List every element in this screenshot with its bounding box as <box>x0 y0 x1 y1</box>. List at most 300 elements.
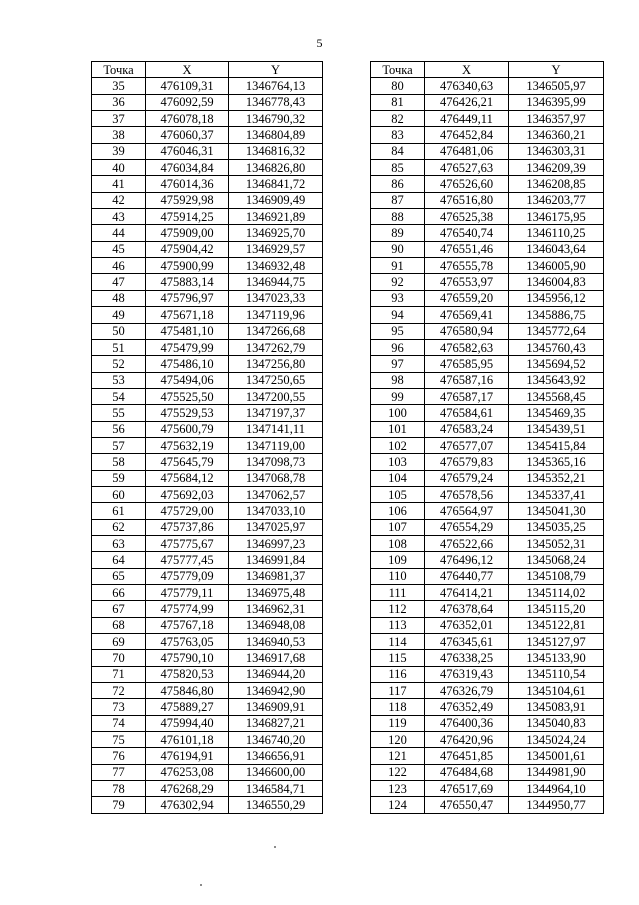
cell-x: 476078,18 <box>146 111 229 127</box>
cell-y: 1346005,90 <box>509 258 604 274</box>
cell-x: 476564,97 <box>425 503 509 519</box>
cell-y: 1347119,96 <box>229 307 323 323</box>
cell-point: 70 <box>92 650 146 666</box>
table-row <box>92 405 323 421</box>
cell-y: 1346110,25 <box>509 225 604 241</box>
table-row <box>371 748 604 764</box>
table-row <box>92 732 323 748</box>
cell-point: 50 <box>92 323 146 339</box>
cell-y: 1345040,83 <box>509 715 604 731</box>
table-row <box>92 552 323 568</box>
table-row <box>92 715 323 731</box>
cell-y: 1347266,68 <box>229 323 323 339</box>
table-row <box>371 486 604 502</box>
cell-y: 1345760,43 <box>509 339 604 355</box>
table-row <box>92 797 323 813</box>
cell-point: 114 <box>371 634 425 650</box>
cell-x: 476060,37 <box>146 127 229 143</box>
cell-x: 476253,08 <box>146 764 229 780</box>
cell-y: 1345469,35 <box>509 405 604 421</box>
cell-point: 83 <box>371 127 425 143</box>
cell-x: 475600,79 <box>146 421 229 437</box>
cell-point: 48 <box>92 290 146 306</box>
cell-point: 79 <box>92 797 146 813</box>
scan-speck <box>200 884 202 886</box>
cell-y: 1345133,90 <box>509 650 604 666</box>
cell-x: 476420,96 <box>425 732 509 748</box>
cell-x: 475692,03 <box>146 486 229 502</box>
cell-point: 91 <box>371 258 425 274</box>
cell-x: 476587,17 <box>425 388 509 404</box>
table-row <box>92 617 323 633</box>
cell-x: 475796,97 <box>146 290 229 306</box>
table-row <box>92 454 323 470</box>
cell-x: 476555,78 <box>425 258 509 274</box>
cell-x: 476352,49 <box>425 699 509 715</box>
cell-x: 475883,14 <box>146 274 229 290</box>
cell-point: 102 <box>371 437 425 453</box>
cell-point: 72 <box>92 683 146 699</box>
table-row <box>371 388 604 404</box>
cell-point: 97 <box>371 356 425 372</box>
cell-x: 475820,53 <box>146 666 229 682</box>
cell-y: 1346600,00 <box>229 764 323 780</box>
cell-point: 121 <box>371 748 425 764</box>
cell-point: 58 <box>92 454 146 470</box>
cell-x: 475737,86 <box>146 519 229 535</box>
cell-y: 1345024,24 <box>509 732 604 748</box>
cell-y: 1345127,97 <box>509 634 604 650</box>
table-row <box>92 372 323 388</box>
table-row <box>371 732 604 748</box>
cell-y: 1346790,32 <box>229 111 323 127</box>
cell-point: 98 <box>371 372 425 388</box>
table-row <box>92 192 323 208</box>
table-row <box>92 241 323 257</box>
cell-y: 1346004,83 <box>509 274 604 290</box>
cell-x: 476451,85 <box>425 748 509 764</box>
cell-x: 476352,01 <box>425 617 509 633</box>
cell-point: 40 <box>92 160 146 176</box>
cell-point: 47 <box>92 274 146 290</box>
cell-point: 52 <box>92 356 146 372</box>
cell-y: 1345352,21 <box>509 470 604 486</box>
cell-x: 476551,46 <box>425 241 509 257</box>
table-row <box>371 699 604 715</box>
cell-y: 1346740,20 <box>229 732 323 748</box>
cell-y: 1346997,23 <box>229 535 323 551</box>
cell-x: 476340,63 <box>425 78 509 94</box>
cell-point: 118 <box>371 699 425 715</box>
table-row <box>371 781 604 797</box>
table-row <box>371 143 604 159</box>
cell-point: 95 <box>371 323 425 339</box>
cell-y: 1346929,57 <box>229 241 323 257</box>
cell-y: 1346975,48 <box>229 585 323 601</box>
table-row <box>92 764 323 780</box>
cell-x: 475904,42 <box>146 241 229 257</box>
cell-y: 1346841,72 <box>229 176 323 192</box>
table-row <box>371 405 604 421</box>
table-row <box>92 421 323 437</box>
cell-point: 101 <box>371 421 425 437</box>
table-row <box>371 764 604 780</box>
table-row <box>371 519 604 535</box>
cell-x: 476587,16 <box>425 372 509 388</box>
cell-point: 66 <box>92 585 146 601</box>
cell-x: 476578,56 <box>425 486 509 502</box>
cell-x: 476302,94 <box>146 797 229 813</box>
cell-x: 476046,31 <box>146 143 229 159</box>
cell-x: 476484,68 <box>425 764 509 780</box>
table-row <box>92 307 323 323</box>
cell-x: 476481,06 <box>425 143 509 159</box>
table-row <box>92 666 323 682</box>
cell-point: 110 <box>371 568 425 584</box>
cell-point: 76 <box>92 748 146 764</box>
cell-point: 100 <box>371 405 425 421</box>
cell-y: 1345068,24 <box>509 552 604 568</box>
cell-x: 475777,45 <box>146 552 229 568</box>
cell-point: 77 <box>92 764 146 780</box>
cell-y: 1347250,65 <box>229 372 323 388</box>
cell-x: 476326,79 <box>425 683 509 699</box>
cell-y: 1345439,51 <box>509 421 604 437</box>
table-row <box>371 683 604 699</box>
cell-x: 476553,97 <box>425 274 509 290</box>
cell-x: 476014,36 <box>146 176 229 192</box>
table-row <box>92 290 323 306</box>
cell-point: 71 <box>92 666 146 682</box>
cell-point: 107 <box>371 519 425 535</box>
cell-y: 1346043,64 <box>509 241 604 257</box>
table-row <box>371 470 604 486</box>
cell-y: 1347062,57 <box>229 486 323 502</box>
header-x: X <box>146 62 229 78</box>
cell-point: 56 <box>92 421 146 437</box>
cell-point: 105 <box>371 486 425 502</box>
cell-y: 1347068,78 <box>229 470 323 486</box>
header-point: Точка <box>371 62 425 78</box>
cell-x: 475763,05 <box>146 634 229 650</box>
cell-y: 1346932,48 <box>229 258 323 274</box>
cell-point: 37 <box>92 111 146 127</box>
cell-x: 475900,99 <box>146 258 229 274</box>
cell-point: 42 <box>92 192 146 208</box>
cell-point: 69 <box>92 634 146 650</box>
cell-y: 1346816,32 <box>229 143 323 159</box>
cell-y: 1347262,79 <box>229 339 323 355</box>
cell-y: 1346826,80 <box>229 160 323 176</box>
table-row <box>92 258 323 274</box>
cell-y: 1344981,90 <box>509 764 604 780</box>
table-row <box>92 176 323 192</box>
cell-y: 1345337,41 <box>509 486 604 502</box>
cell-point: 81 <box>371 94 425 110</box>
table-row <box>92 127 323 143</box>
cell-y: 1345694,52 <box>509 356 604 372</box>
cell-x: 476585,95 <box>425 356 509 372</box>
cell-point: 59 <box>92 470 146 486</box>
cell-point: 51 <box>92 339 146 355</box>
cell-y: 1346175,95 <box>509 209 604 225</box>
table-row <box>92 519 323 535</box>
cell-x: 476584,61 <box>425 405 509 421</box>
cell-x: 476440,77 <box>425 568 509 584</box>
cell-y: 1346505,97 <box>509 78 604 94</box>
cell-x: 475909,00 <box>146 225 229 241</box>
cell-x: 476338,25 <box>425 650 509 666</box>
cell-y: 1346550,29 <box>229 797 323 813</box>
cell-point: 108 <box>371 535 425 551</box>
table-row <box>371 437 604 453</box>
cell-y: 1346962,31 <box>229 601 323 617</box>
cell-y: 1346395,99 <box>509 94 604 110</box>
table-row <box>92 585 323 601</box>
cell-x: 475632,19 <box>146 437 229 453</box>
cell-point: 89 <box>371 225 425 241</box>
scan-speck <box>274 846 276 848</box>
cell-x: 475486,10 <box>146 356 229 372</box>
cell-x: 476194,91 <box>146 748 229 764</box>
cell-x: 476378,64 <box>425 601 509 617</box>
cell-x: 476109,31 <box>146 78 229 94</box>
cell-point: 106 <box>371 503 425 519</box>
table-row <box>92 339 323 355</box>
table-row <box>371 356 604 372</box>
table-row <box>92 781 323 797</box>
cell-x: 475774,99 <box>146 601 229 617</box>
table-row <box>92 143 323 159</box>
cell-point: 80 <box>371 78 425 94</box>
cell-y: 1345001,61 <box>509 748 604 764</box>
table-row <box>371 290 604 306</box>
table-row <box>92 323 323 339</box>
cell-x: 476559,20 <box>425 290 509 306</box>
cell-point: 94 <box>371 307 425 323</box>
cell-y: 1346942,90 <box>229 683 323 699</box>
cell-y: 1346944,20 <box>229 666 323 682</box>
cell-point: 57 <box>92 437 146 453</box>
table-row <box>92 568 323 584</box>
cell-point: 96 <box>371 339 425 355</box>
cell-x: 475479,99 <box>146 339 229 355</box>
table-row <box>371 339 604 355</box>
table-row <box>371 535 604 551</box>
cell-x: 476540,74 <box>425 225 509 241</box>
cell-y: 1345110,54 <box>509 666 604 682</box>
cell-point: 87 <box>371 192 425 208</box>
cell-y: 1346360,21 <box>509 127 604 143</box>
cell-y: 1347200,55 <box>229 388 323 404</box>
cell-point: 65 <box>92 568 146 584</box>
cell-point: 119 <box>371 715 425 731</box>
cell-y: 1346778,43 <box>229 94 323 110</box>
table-row <box>92 225 323 241</box>
cell-x: 476579,83 <box>425 454 509 470</box>
cell-y: 1345568,45 <box>509 388 604 404</box>
table-row <box>92 356 323 372</box>
table-row <box>92 748 323 764</box>
cell-y: 1345108,79 <box>509 568 604 584</box>
cell-point: 88 <box>371 209 425 225</box>
table-row <box>92 78 323 94</box>
table-row <box>371 715 604 731</box>
cell-point: 85 <box>371 160 425 176</box>
cell-point: 62 <box>92 519 146 535</box>
cell-point: 111 <box>371 585 425 601</box>
cell-y: 1346917,68 <box>229 650 323 666</box>
cell-y: 1345115,20 <box>509 601 604 617</box>
cell-point: 122 <box>371 764 425 780</box>
cell-x: 476550,47 <box>425 797 509 813</box>
table-row <box>92 209 323 225</box>
cell-x: 475775,67 <box>146 535 229 551</box>
table-row <box>371 797 604 813</box>
table-row <box>371 650 604 666</box>
cell-y: 1347197,37 <box>229 405 323 421</box>
cell-point: 113 <box>371 617 425 633</box>
cell-x: 476034,84 <box>146 160 229 176</box>
cell-x: 476452,84 <box>425 127 509 143</box>
header-x: X <box>425 62 509 78</box>
header-y: Y <box>229 62 323 78</box>
cell-y: 1347256,80 <box>229 356 323 372</box>
table-row <box>371 160 604 176</box>
cell-y: 1347023,33 <box>229 290 323 306</box>
cell-point: 90 <box>371 241 425 257</box>
table-row <box>371 258 604 274</box>
page-number: 5 <box>316 36 323 50</box>
table-row <box>371 94 604 110</box>
cell-point: 53 <box>92 372 146 388</box>
cell-x: 475481,10 <box>146 323 229 339</box>
cell-point: 103 <box>371 454 425 470</box>
cell-x: 476400,36 <box>425 715 509 731</box>
cell-x: 475494,06 <box>146 372 229 388</box>
cell-point: 46 <box>92 258 146 274</box>
table-row <box>371 176 604 192</box>
coordinates-table-right <box>370 61 604 814</box>
cell-point: 75 <box>92 732 146 748</box>
cell-y: 1344964,10 <box>509 781 604 797</box>
cell-y: 1346357,97 <box>509 111 604 127</box>
cell-y: 1345114,02 <box>509 585 604 601</box>
cell-point: 109 <box>371 552 425 568</box>
table-row <box>371 552 604 568</box>
cell-y: 1345886,75 <box>509 307 604 323</box>
cell-y: 1346827,21 <box>229 715 323 731</box>
cell-point: 35 <box>92 78 146 94</box>
cell-point: 49 <box>92 307 146 323</box>
table-row <box>371 421 604 437</box>
cell-y: 1345415,84 <box>509 437 604 453</box>
table-row <box>92 388 323 404</box>
cell-x: 476092,59 <box>146 94 229 110</box>
cell-point: 82 <box>371 111 425 127</box>
cell-point: 86 <box>371 176 425 192</box>
cell-point: 61 <box>92 503 146 519</box>
cell-x: 476579,24 <box>425 470 509 486</box>
table-row <box>92 160 323 176</box>
cell-x: 476101,18 <box>146 732 229 748</box>
cell-x: 475729,00 <box>146 503 229 519</box>
cell-x: 476582,63 <box>425 339 509 355</box>
cell-x: 475525,50 <box>146 388 229 404</box>
cell-point: 63 <box>92 535 146 551</box>
cell-y: 1345041,30 <box>509 503 604 519</box>
cell-y: 1346991,84 <box>229 552 323 568</box>
cell-point: 73 <box>92 699 146 715</box>
table-header-row <box>92 62 323 78</box>
cell-y: 1347098,73 <box>229 454 323 470</box>
cell-x: 476526,60 <box>425 176 509 192</box>
cell-point: 41 <box>92 176 146 192</box>
cell-y: 1345643,92 <box>509 372 604 388</box>
table-row <box>371 585 604 601</box>
cell-y: 1346940,53 <box>229 634 323 650</box>
cell-x: 476426,21 <box>425 94 509 110</box>
cell-point: 54 <box>92 388 146 404</box>
cell-point: 43 <box>92 209 146 225</box>
cell-x: 476527,63 <box>425 160 509 176</box>
cell-x: 475645,79 <box>146 454 229 470</box>
cell-point: 36 <box>92 94 146 110</box>
cell-point: 78 <box>92 781 146 797</box>
cell-x: 475779,11 <box>146 585 229 601</box>
cell-point: 68 <box>92 617 146 633</box>
cell-point: 93 <box>371 290 425 306</box>
table-row <box>92 601 323 617</box>
table-row <box>371 323 604 339</box>
cell-x: 475779,09 <box>146 568 229 584</box>
cell-point: 104 <box>371 470 425 486</box>
cell-y: 1346944,75 <box>229 274 323 290</box>
cell-point: 112 <box>371 601 425 617</box>
cell-y: 1346981,37 <box>229 568 323 584</box>
cell-point: 117 <box>371 683 425 699</box>
table-row <box>371 127 604 143</box>
cell-y: 1347025,97 <box>229 519 323 535</box>
cell-x: 475846,80 <box>146 683 229 699</box>
cell-y: 1347033,10 <box>229 503 323 519</box>
table-row <box>92 470 323 486</box>
cell-x: 475671,18 <box>146 307 229 323</box>
table-row <box>371 666 604 682</box>
cell-x: 475790,10 <box>146 650 229 666</box>
cell-x: 475529,53 <box>146 405 229 421</box>
table-row <box>371 225 604 241</box>
table-row <box>92 535 323 551</box>
cell-y: 1346209,39 <box>509 160 604 176</box>
cell-y: 1345956,12 <box>509 290 604 306</box>
table-row <box>371 307 604 323</box>
cell-y: 1344950,77 <box>509 797 604 813</box>
cell-x: 476525,38 <box>425 209 509 225</box>
table-row <box>371 209 604 225</box>
table-row <box>92 634 323 650</box>
cell-y: 1346764,13 <box>229 78 323 94</box>
cell-x: 476496,12 <box>425 552 509 568</box>
header-y: Y <box>509 62 604 78</box>
cell-point: 123 <box>371 781 425 797</box>
cell-point: 38 <box>92 127 146 143</box>
table-row <box>371 241 604 257</box>
table-row <box>371 192 604 208</box>
cell-point: 55 <box>92 405 146 421</box>
cell-y: 1345083,91 <box>509 699 604 715</box>
cell-point: 92 <box>371 274 425 290</box>
